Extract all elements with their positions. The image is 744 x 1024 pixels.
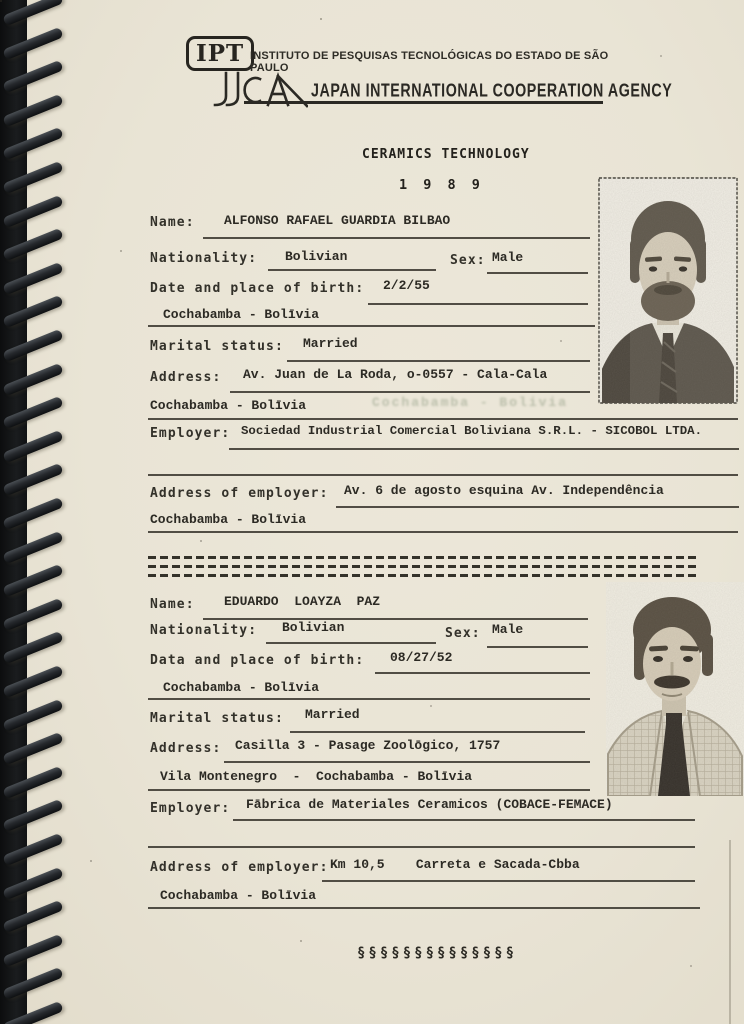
ipt-logo: IPT xyxy=(186,36,254,71)
employer-value: Sociedad Industrial Comercial Boliviana S.R.L. - SICOBOL LTDA. xyxy=(241,424,703,438)
jica-agency-name: JAPAN INTERNATIONAL COOPERATION AGENCY xyxy=(311,80,673,102)
birth-label: Data and place of birth: xyxy=(150,653,365,668)
nationality-label: Nationality: xyxy=(150,623,258,638)
form-line xyxy=(487,272,588,274)
ipt-institute-name: INSTITUTO DE PESQUISAS TECNOLÓGICAS DO ESTADO DE SÃO PAULO xyxy=(250,50,609,74)
address-label: Address: xyxy=(150,741,222,756)
form-line xyxy=(230,391,590,393)
name-value: ALFONSO RAFAEL GUARDIA BILBAO xyxy=(224,213,451,228)
employer-label: Employer: xyxy=(150,426,231,441)
name-value: EDUARDO LOAYZA PAZ xyxy=(224,594,381,609)
paper-specks xyxy=(0,0,2,2)
section-divider xyxy=(148,556,697,559)
form-line xyxy=(266,642,436,644)
marital-status-value: Married xyxy=(305,707,360,722)
sex-value: Male xyxy=(492,250,524,265)
nationality-value: Bolivian xyxy=(282,620,345,635)
form-line xyxy=(336,506,739,508)
form-line xyxy=(148,531,738,533)
form-line xyxy=(375,672,590,674)
marital-status-label: Marital status: xyxy=(150,339,284,354)
page-crease xyxy=(729,840,731,1024)
address-value-line2: Cochabamba - Bolīvia xyxy=(150,398,307,413)
form-line xyxy=(148,418,738,420)
portrait-photo-bearded-man xyxy=(598,177,738,404)
sex-value: Male xyxy=(492,622,524,637)
employer-label: Employer: xyxy=(150,801,231,816)
form-line xyxy=(148,325,595,327)
name-label: Name: xyxy=(150,597,195,612)
bleed-through-text: Cochabamba - Bolivia xyxy=(372,395,569,410)
birth-date-value: 08/27/52 xyxy=(390,650,453,665)
birth-label: Date and place of birth: xyxy=(150,281,365,296)
form-line xyxy=(229,448,739,450)
marital-status-label: Marital status: xyxy=(150,711,284,726)
sex-label: Sex: xyxy=(445,626,481,641)
section-mark-row: §§§§§§§§§§§§§§ xyxy=(357,945,518,961)
birth-place-value: Cochabamba - Bolīvia xyxy=(163,680,320,695)
name-label: Name: xyxy=(150,215,195,230)
address-value: Casilla 3 - Pasage Zoolōgico, 1757 xyxy=(235,738,501,753)
nationality-label: Nationality: xyxy=(150,251,258,266)
employer-address-line2: Cochabamba - Bolīvia xyxy=(160,888,317,903)
page-title: CERAMICS TECHNOLOGY xyxy=(362,147,530,162)
form-line xyxy=(224,761,590,763)
form-line xyxy=(487,646,588,648)
form-line xyxy=(322,880,695,882)
employer-address-label: Address of employer: xyxy=(150,860,329,875)
employer-address-value: Av. 6 de agosto esquina Av. Independência xyxy=(344,483,664,498)
form-line xyxy=(148,907,700,909)
form-line xyxy=(233,819,695,821)
nationality-value: Bolivian xyxy=(285,249,348,264)
section-divider xyxy=(148,565,697,568)
jica-logo xyxy=(212,70,308,110)
address-value: Av. Juan de La Roda, o-0557 - Cala-Cala xyxy=(243,367,548,382)
form-line xyxy=(368,303,588,305)
form-line xyxy=(290,731,585,733)
employer-address-value: Km 10,5 Carreta e Sacada-Cbba xyxy=(330,857,580,872)
sex-label: Sex: xyxy=(450,253,486,268)
header-underline xyxy=(244,101,603,104)
section-divider xyxy=(148,574,697,577)
form-line xyxy=(148,474,738,476)
birth-place-value: Cochabamba - Bolīvia xyxy=(163,307,320,322)
form-line xyxy=(148,698,590,700)
portrait-photo-mustached-man xyxy=(606,582,744,796)
birth-date-value: 2/2/55 xyxy=(383,278,430,293)
form-line xyxy=(148,846,695,848)
form-line xyxy=(203,237,590,239)
employer-address-label: Address of employer: xyxy=(150,486,329,501)
form-line xyxy=(203,618,588,620)
marital-status-value: Married xyxy=(303,336,358,351)
address-value-line2: Vila Montenegro - Cochabamba - Bolīvia xyxy=(160,769,473,784)
page-year: 1 9 8 9 xyxy=(399,177,484,193)
employer-value: Fābrica de Materiales Ceramicos (COBACE-FEMACE) xyxy=(246,797,613,812)
employer-address-line2: Cochabamba - Bolīvia xyxy=(150,512,307,527)
form-line xyxy=(148,789,590,791)
form-line xyxy=(268,269,436,271)
address-label: Address: xyxy=(150,370,222,385)
form-line xyxy=(287,360,590,362)
